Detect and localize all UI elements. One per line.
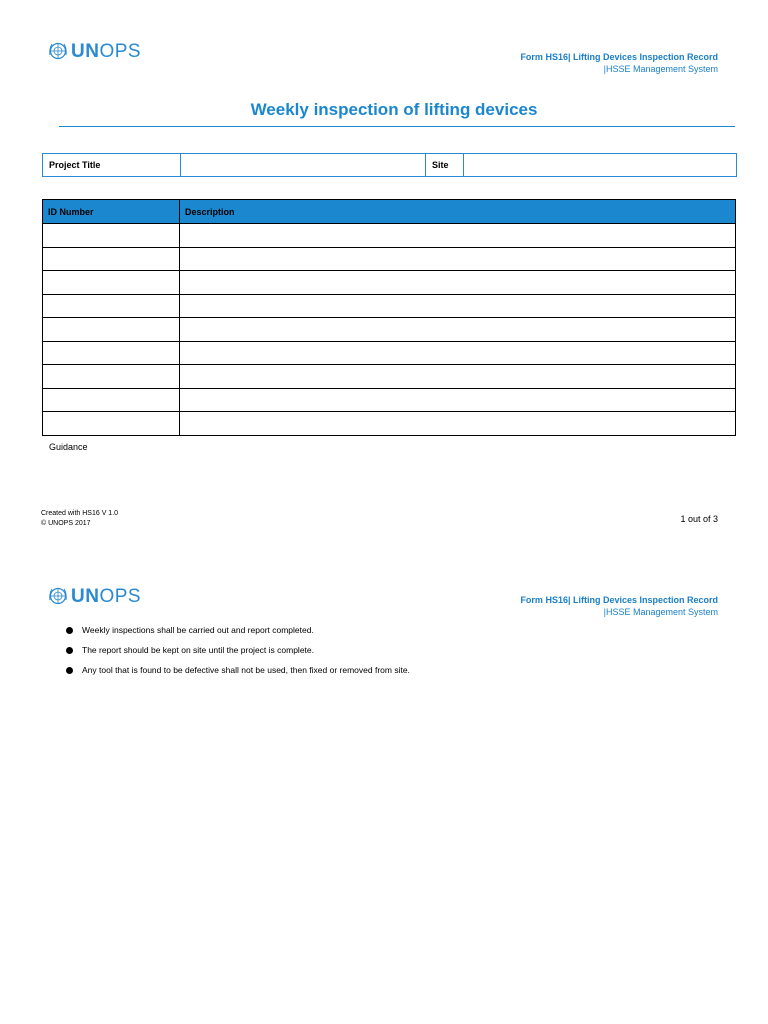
list-item-text: Weekly inspections shall be carried out and report completed. xyxy=(82,625,314,635)
logo-text-ops: OPS xyxy=(99,40,142,62)
form-ref-system: |HSSE Management System xyxy=(603,607,718,617)
description-cell[interactable] xyxy=(180,271,736,295)
description-cell[interactable] xyxy=(180,412,736,436)
list-item-text: Any tool that is found to be defective shall not be used, then fixed or removed from site. xyxy=(82,665,410,675)
form-ref-title: Form HS16| Lifting Devices Inspection Record xyxy=(520,52,718,62)
table-row xyxy=(43,271,736,295)
logo-text-un: UN xyxy=(71,585,100,607)
unops-logo xyxy=(48,41,141,61)
project-info-table xyxy=(42,153,737,177)
table-row xyxy=(43,365,736,389)
id-number-cell[interactable] xyxy=(43,388,180,412)
form-ref-title: Form HS16| Lifting Devices Inspection Record xyxy=(520,595,718,605)
logo-text xyxy=(71,587,141,606)
logo-text-un: UN xyxy=(71,40,100,62)
description-cell[interactable] xyxy=(180,341,736,365)
description-cell[interactable] xyxy=(180,247,736,271)
description-cell[interactable] xyxy=(180,365,736,389)
form-reference xyxy=(520,594,718,618)
column-header-id-number: ID Number xyxy=(43,200,180,224)
list-item xyxy=(66,640,410,660)
page-title: Weekly inspection of lifting devices xyxy=(250,100,538,119)
id-number-cell[interactable] xyxy=(43,271,180,295)
table-row xyxy=(43,388,736,412)
inspection-table xyxy=(42,199,736,436)
footer-copyright: © UNOPS 2017 xyxy=(41,520,91,527)
description-cell[interactable] xyxy=(180,294,736,318)
description-cell[interactable] xyxy=(180,224,736,248)
un-emblem-icon xyxy=(48,586,68,606)
list-item xyxy=(66,660,410,680)
form-ref-system: |HSSE Management System xyxy=(603,64,718,74)
id-number-cell[interactable] xyxy=(43,318,180,342)
project-title-label: Project Title xyxy=(43,154,181,177)
table-row xyxy=(43,318,736,342)
form-reference xyxy=(520,51,718,75)
table-row xyxy=(43,412,736,436)
footer-version: Created with HS16 V 1.0 xyxy=(41,510,119,517)
bullet-icon xyxy=(66,667,73,674)
guidance-list xyxy=(66,620,410,680)
logo-text-ops: OPS xyxy=(99,585,142,607)
guidance-heading: Guidance xyxy=(49,442,88,452)
bullet-icon xyxy=(66,627,73,634)
page-number: 1 out of 3 xyxy=(680,514,718,524)
site-label: Site xyxy=(426,154,464,177)
table-row xyxy=(43,247,736,271)
un-emblem-icon xyxy=(48,41,68,61)
id-number-cell[interactable] xyxy=(43,412,180,436)
project-title-field[interactable] xyxy=(181,154,426,177)
site-field[interactable] xyxy=(464,154,737,177)
logo-text xyxy=(71,42,141,61)
id-number-cell[interactable] xyxy=(43,247,180,271)
id-number-cell[interactable] xyxy=(43,294,180,318)
table-row xyxy=(43,341,736,365)
table-row xyxy=(43,294,736,318)
id-number-cell[interactable] xyxy=(43,341,180,365)
description-cell[interactable] xyxy=(180,388,736,412)
table-header-row xyxy=(43,200,736,224)
footer-credits xyxy=(41,509,118,529)
id-number-cell[interactable] xyxy=(43,365,180,389)
title-divider xyxy=(59,126,735,127)
column-header-description: Description xyxy=(180,200,736,224)
description-cell[interactable] xyxy=(180,318,736,342)
bullet-icon xyxy=(66,647,73,654)
table-row xyxy=(43,224,736,248)
project-info-row xyxy=(43,154,737,177)
list-item-text: The report should be kept on site until the project is complete. xyxy=(82,645,314,655)
id-number-cell[interactable] xyxy=(43,224,180,248)
list-item xyxy=(66,620,410,640)
unops-logo xyxy=(48,586,141,606)
